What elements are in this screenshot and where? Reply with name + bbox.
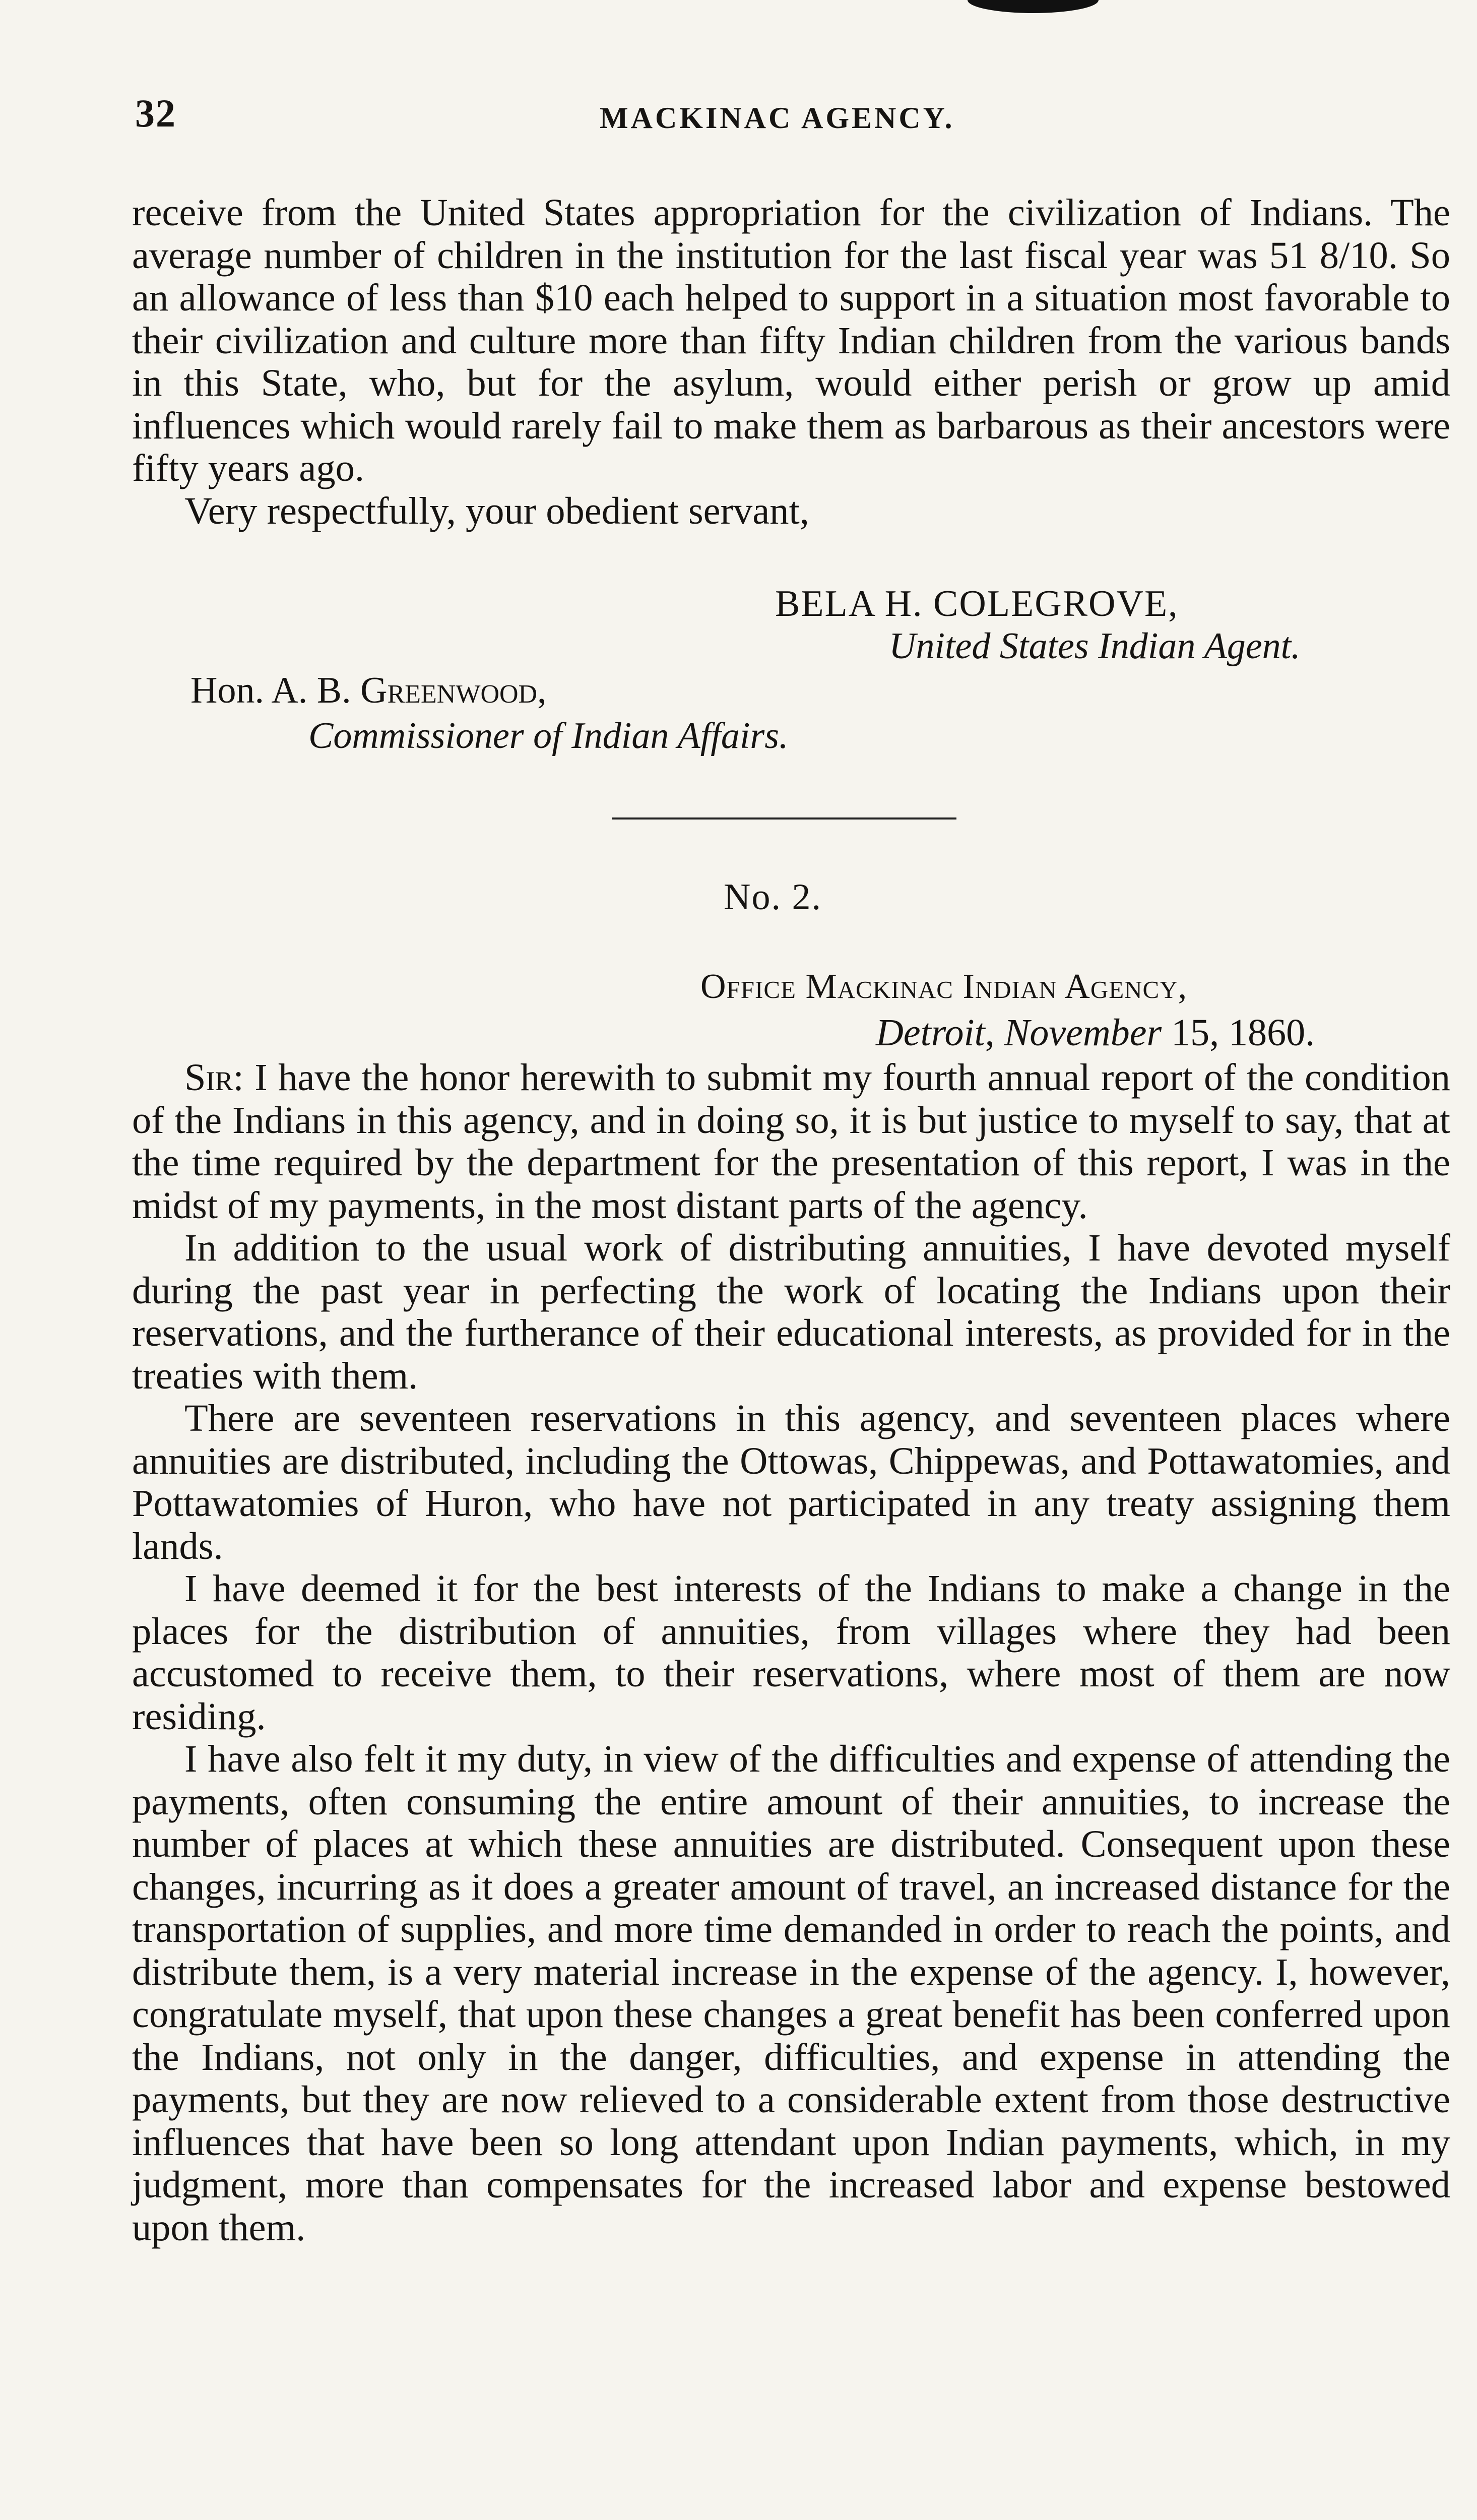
section-divider [612, 817, 956, 820]
closing-paragraph: receive from the United States appropriation for the civilization of Indians. The average number of children in the institution for the last fiscal year was 51 8/10. So an allowance of less than $10 each helped to support in a situation most favorable to their civilization and culture more than fifty Indian children from the various bands in this State, who, but for the asylum, would either perish or grow up amid influences which would rarely fail to make them as barbarous as their ancestors were fifty years ago. [132, 191, 1450, 489]
page-number: 32 [135, 91, 176, 135]
addressee-name [190, 669, 547, 712]
letter-paragraph: There are seventeen reservations in this agency, and seventeen places where annuities are distributed, including the Ottowas, Chippewas, and Pottawatomies, and Pottawatomies of Huron, who have not participated in any treaty assigning them lands. [132, 1397, 1450, 1567]
dateline-place: Detroit [876, 1012, 985, 1054]
signatory-title: United States Indian Agent. [889, 625, 1301, 667]
letter-paragraph: In addition to the usual work of distributing annuities, I have devoted myself during the past year in perfecting the work of locating the Indians upon their reservations, and the furtherance of their educational interests, as provided for in the treaties with them. [132, 1226, 1450, 1397]
letter-paragraph: I have deemed it for the best interests of the Indians to make a change in the places for the distribution of annuities, from villages where they had been accustomed to receive them, to their reservations, where most of them are now residing. [132, 1567, 1450, 1738]
letter-paragraph-1 [132, 1056, 1450, 1227]
dateline-day-year: 15, 1860. [1162, 1012, 1315, 1054]
office-heading: Office Mackinac Indian Agency, [700, 967, 1188, 1006]
dateline-comma: , [985, 1012, 1004, 1054]
addressee-title: Commissioner of Indian Affairs. [308, 715, 789, 757]
dateline-month: November [1004, 1012, 1162, 1054]
addressee-surname: Greenwood, [360, 670, 547, 711]
salutation: Sir [184, 1056, 233, 1099]
signoff-closing: Very respectfully, your obedient servant, [184, 489, 809, 532]
addressee-prefix: Hon. A. B. [190, 670, 361, 711]
running-head: MACKINAC AGENCY. [600, 101, 955, 135]
first-paragraph-text: : I have the honor herewith to submit my fourth annual report of the condition of the Indians in this agency, and in doing so, it is but justice to myself to say, that at the time required by the department for the presentation of this report, I was in the midst of my payments, in the most distant parts of the agency. [132, 1056, 1450, 1227]
letter-body [132, 1056, 1450, 2249]
document-number: No. 2. [724, 876, 822, 918]
dateline [876, 1011, 1315, 1055]
ink-smudge-top [968, 0, 1099, 13]
closing-paragraph-block [132, 192, 1450, 532]
letter-paragraph: I have also felt it my duty, in view of the difficulties and expense of attending the payments, often consuming the entire amount of their annuities, to increase the number of places at which these annuities are distributed. Consequent upon these changes, incurring as it does a greater amount of travel, an increased distance for the transportation of supplies, and more time demanded in order to reach the points, and distribute them, is a very material increase in the expense of the agency. I, however, congratulate myself, that upon these changes a great benefit has been conferred upon the Indians, not only in the danger, difficulties, and expense in attending the payments, but they are now relieved to a considerable extent from those destructive influences that have been so long attendant upon Indian payments, which, in my judgment, more than compensates for the increased labor and expense bestowed upon them. [132, 1737, 1450, 2249]
signatory-name: BELA H. COLEGROVE, [775, 583, 1179, 624]
